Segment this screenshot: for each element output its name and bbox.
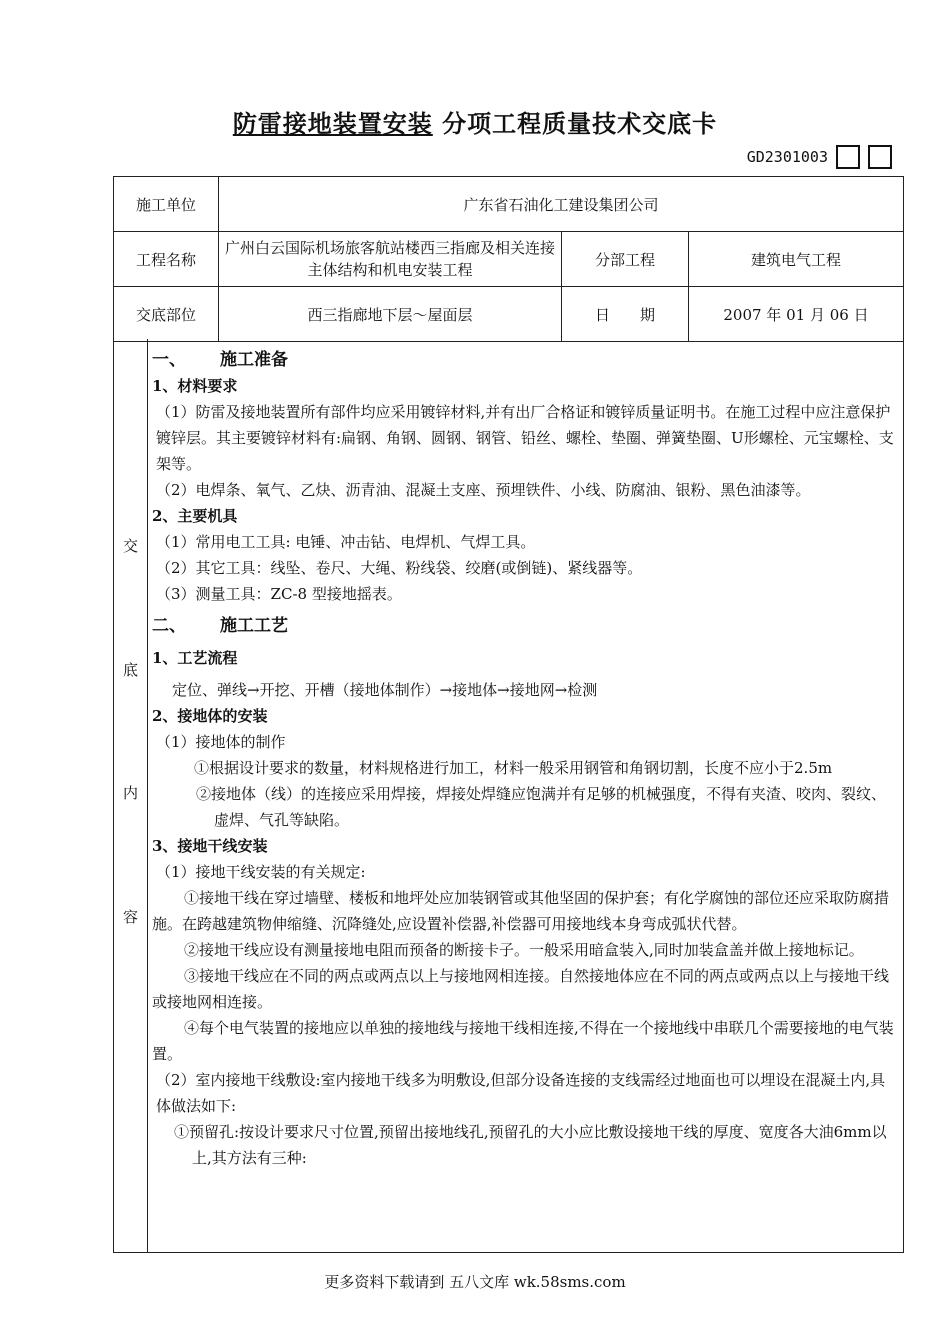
doc-code: GD2301003 [746, 148, 828, 166]
footer-text: 更多资料下载请到 五八文库 wk.58sms.com [324, 1273, 626, 1291]
project-label: 工程名称 [114, 232, 219, 287]
s1-2-a: （1）常用电工工具: 电锤、冲击钻、电焊机、气焊工具。 [156, 533, 536, 551]
project-value: 广州白云国际机场旅客航站楼西三指廊及相关连接主体结构和机电安装工程 [219, 232, 562, 287]
title-rest: 分项工程质量技术交底卡 [442, 109, 718, 138]
checkbox-2[interactable] [868, 145, 892, 169]
s2-3-heading: 3、接地干线安装 [152, 837, 268, 855]
sub-label: 分部工程 [562, 232, 689, 287]
title-underlined: 防雷接地装置安装 [232, 109, 433, 138]
s2-3-c: ②接地干线应设有测量接地电阻而预备的断接卡子。一般采用暗盒装入,同时加装盒盖并做上接地标记。 [184, 941, 864, 959]
section-2-heading [152, 613, 896, 639]
section-2-title: 施工工艺 [220, 616, 288, 636]
doc-code-row [747, 145, 892, 169]
section-1-num: 一、 [152, 350, 186, 370]
sub-value: 建筑电气工程 [689, 232, 904, 287]
s1-2-b: （2）其它工具：线坠、卷尺、大绳、粉线袋、绞磨(或倒链)、紧线器等。 [156, 559, 643, 577]
s2-3-b: ①接地干线在穿过墙壁、楼板和地坪处应加装钢管或其他坚固的保护套；有化学腐蚀的部位还应采取防腐措施。在跨越建筑物伸缩缝、沉降缝处,应设置补偿器,补偿器可用接地线本身弯成弧状代替。 [152, 889, 890, 933]
part-value: 西三指廊地下层～屋面层 [219, 287, 562, 342]
checkbox-1[interactable] [836, 145, 860, 169]
s2-3-a: （1）接地干线安装的有关规定: [156, 863, 366, 881]
side-char-4: 容 [122, 908, 138, 926]
date-value: 2007 年 01 月 06 日 [689, 287, 904, 342]
unit-value: 广东省石油化工建设集团公司 [219, 177, 904, 232]
section-1-heading [152, 347, 896, 373]
s2-2-c: ②接地体（线）的连接应采用焊接，焊接处焊缝应饱满并有足够的机械强度，不得有夹渣、咬肉、裂纹、虚焊、气孔等缺陷。 [196, 785, 887, 829]
s1-2-heading: 2、主要机具 [152, 507, 238, 525]
info-table [113, 176, 904, 342]
date-label: 日 期 [562, 287, 689, 342]
section-2-num: 二、 [152, 616, 186, 636]
s1-2-c: （3）测量工具：ZC-8 型接地摇表。 [156, 585, 402, 603]
s1-1-a: （1）防雷及接地装置所有部件均应采用镀锌材料,并有出厂合格证和镀锌质量证明书。在施工过程中应注意保护镀锌层。其主要镀锌材料有:扁钢、角钢、圆钢、钢管、铅丝、螺栓、垫圈、弹簧垫圈、U形螺栓、元宝螺栓、支架等。 [156, 403, 894, 473]
s2-3-g: ①预留孔:按设计要求尺寸位置,预留出接地线孔,预留孔的大小应比敷设接地干线的厚度、宽度各大油6mm以上,其方法有三种: [174, 1123, 887, 1167]
document-title [0, 104, 950, 139]
content-body [152, 347, 896, 1171]
side-char-3: 内 [122, 784, 138, 802]
s2-1-heading: 1、工艺流程 [152, 649, 238, 667]
s2-3-d: ③接地干线应在不同的两点或两点以上与接地网相连接。自然接地体应在不同的两点或两点以上与接地干线或接地网相连接。 [152, 967, 890, 1011]
s2-1-a: 定位、弹线→开挖、开槽（接地体制作）→接地体→接地网→检测 [172, 681, 598, 699]
s1-1-heading: 1、材料要求 [152, 377, 238, 395]
part-label: 交底部位 [114, 287, 219, 342]
content-frame [113, 339, 904, 1253]
s2-2-heading: 2、接地体的安装 [152, 707, 268, 725]
unit-label: 施工单位 [114, 177, 219, 232]
side-char-1: 交 [122, 537, 138, 555]
s1-1-b: （2）电焊条、氧气、乙炔、沥青油、混凝土支座、预埋铁件、小线、防腐油、银粉、黑色油漆等。 [156, 481, 811, 499]
section-1-title: 施工准备 [220, 350, 288, 370]
side-label-column [114, 339, 148, 1252]
s2-3-e: ④每个电气装置的接地应以单独的接地线与接地干线相连接,不得在一个接地线中串联几个需要接地的电气装置。 [152, 1019, 894, 1063]
s2-2-b: ①根据设计要求的数量，材料规格进行加工，材料一般采用钢管和角钢切割，长度不应小于2.5m [194, 759, 833, 777]
s2-2-a: （1）接地体的制作 [156, 733, 286, 751]
side-char-2: 底 [122, 661, 138, 679]
s2-3-f: （2）室内接地干线敷设:室内接地干线多为明敷设,但部分设备连接的支线需经过地面也可以埋设在混凝土内,具体做法如下: [156, 1071, 886, 1115]
